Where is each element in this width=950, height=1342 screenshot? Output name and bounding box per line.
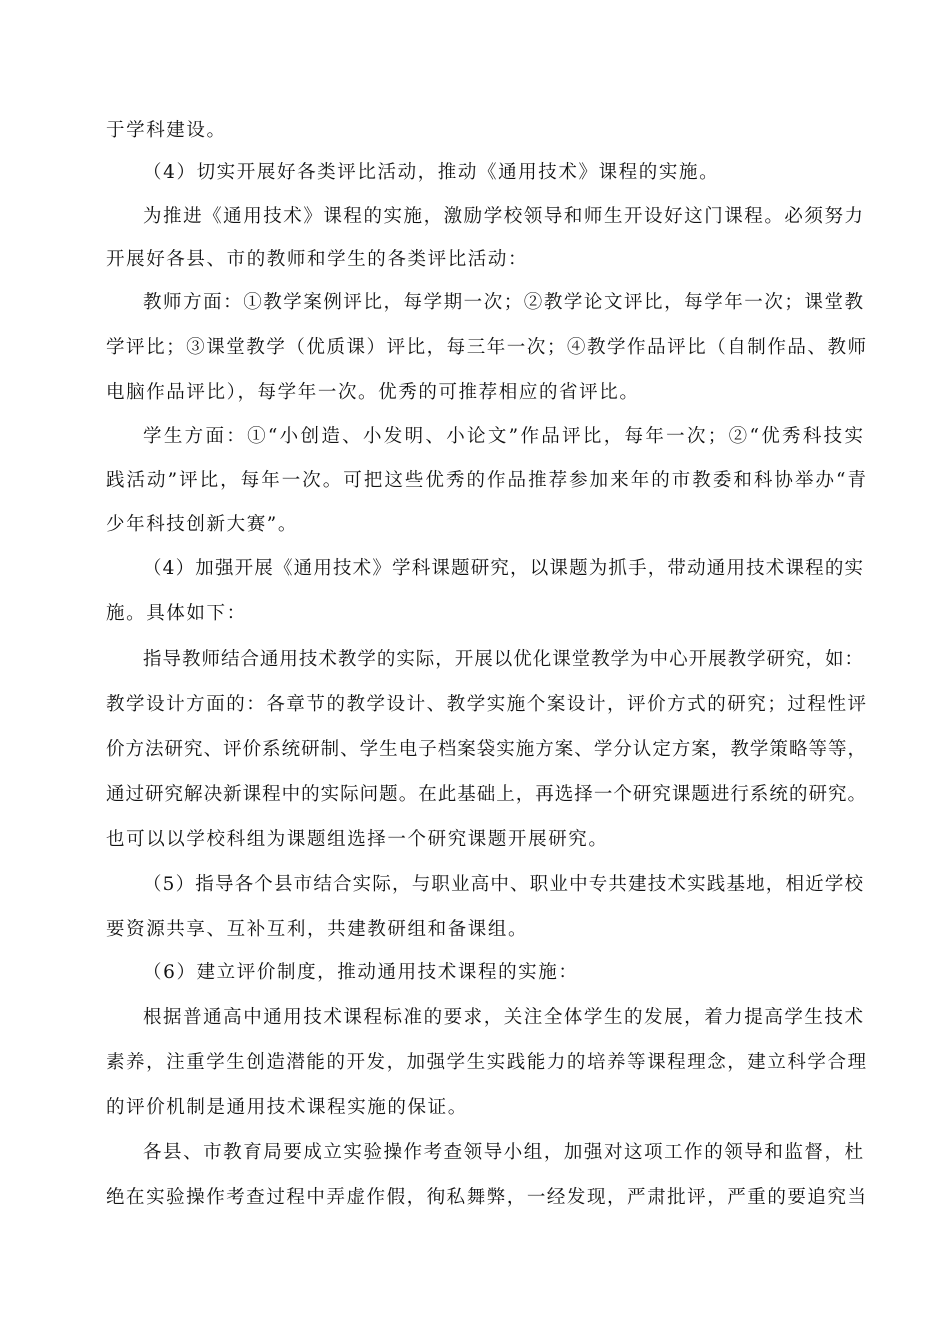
paragraph-line: 通过研究解决新课程中的实际问题。在此基础上，再选择一个研究课题进行系统的研究。 [106, 784, 866, 805]
paragraph-line: 为推进《通用技术》课程的实施，激励学校领导和师生开设好这门课程。必须努力 [143, 206, 863, 227]
paragraph-line: 少年科技创新大赛”。 [106, 514, 298, 535]
section-heading: （5）指导各个县市结合实际，与职业高中、职业中专共建技术实践基地，相近学校 [143, 874, 863, 895]
paragraph-line: 践活动”评比，每年一次。可把这些优秀的作品推荐参加来年的市教委和科协举办“青 [106, 470, 866, 491]
paragraph-line: 的评价机制是通用技术课程实施的保证。 [106, 1097, 468, 1118]
paragraph-line: 各县、市教育局要成立实验操作考查领导小组，加强对这项工作的领导和监督，杜 [143, 1142, 863, 1163]
paragraph-line: 也可以以学校科组为课题组选择一个研究课题开展研究。 [106, 829, 609, 850]
paragraph-line: 学评比；③课堂教学（优质课）评比，每三年一次；④教学作品评比（自制作品、教师 [106, 337, 866, 358]
paragraph-line: 施。具体如下： [106, 603, 247, 624]
section-heading: （4）切实开展好各类评比活动，推动《通用技术》课程的实施。 [143, 162, 720, 183]
paragraph-line: 要资源共享、互补互利，共建教研组和备课组。 [106, 919, 529, 940]
paragraph-line: 电脑作品评比），每学年一次。优秀的可推荐相应的省评比。 [106, 382, 640, 403]
paragraph-line: 学生方面：①“小创造、小发明、小论文”作品评比，每年一次；②“优秀科技实 [143, 426, 863, 447]
section-heading: （6）建立评价制度，推动通用技术课程的实施： [143, 962, 579, 983]
paragraph-line: 素养，注重学生创造潜能的开发，加强学生实践能力的培养等课程理念，建立科学合理 [106, 1052, 866, 1073]
paragraph-line: 根据普通高中通用技术课程标准的要求，关注全体学生的发展，着力提高学生技术 [143, 1007, 863, 1028]
paragraph-line: 开展好各县、市的教师和学生的各类评比活动： [106, 249, 529, 270]
paragraph-line: 教师方面：①教学案例评比，每学期一次；②教学论文评比，每学年一次；课堂教 [143, 292, 863, 313]
paragraph-line: 价方法研究、评价系统研制、学生电子档案袋实施方案、学分认定方案，教学策略等等， [106, 739, 866, 760]
paragraph-line: 绝在实验操作考查过程中弄虚作假，徇私舞弊，一经发现，严肃批评，严重的要追究当 [106, 1187, 866, 1208]
section-heading: （4）加强开展《通用技术》学科课题研究，以课题为抓手，带动通用技术课程的实 [143, 558, 863, 579]
paragraph-line: 教学设计方面的：各章节的教学设计、教学实施个案设计，评价方式的研究；过程性评 [106, 694, 866, 715]
text-line: 于学科建设。 [106, 120, 227, 141]
paragraph-line: 指导教师结合通用技术教学的实际，开展以优化课堂教学为中心开展教学研究，如： [143, 649, 863, 670]
